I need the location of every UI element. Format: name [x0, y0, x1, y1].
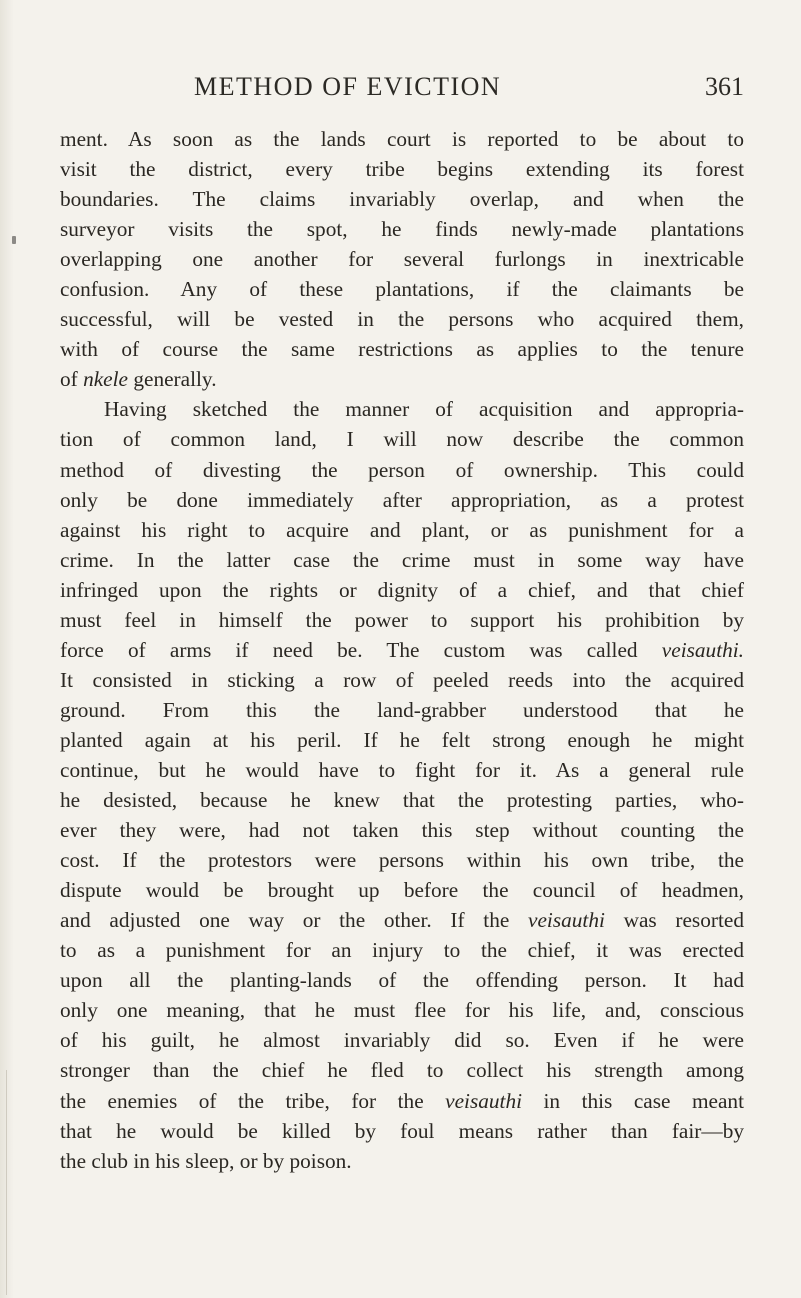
text-line-28: to as a punishment for an injury to the chief, it was erected [60, 938, 744, 963]
text-fragment: in this case meant [543, 1088, 744, 1113]
text-line-9 [60, 364, 744, 394]
text-line-17: must feel in himself the power to support his prohibition by [60, 607, 744, 632]
text-fragment: of [60, 367, 78, 392]
italic-term: veisauthi [528, 908, 605, 933]
text-line-26: dispute would be brought up before the council of headmen, [60, 878, 744, 903]
text-line-14: against his right to acquire and plant, or as punishment for a [60, 517, 744, 542]
running-head [60, 72, 744, 112]
text-line-23: he desisted, because he knew that the protesting parties, who- [60, 788, 744, 813]
text-line-15: crime. In the latter case the crime must in some way have [60, 547, 744, 572]
text-line-19: It consisted in sticking a row of peeled reeds into the acquired [60, 667, 744, 692]
text-line-29: upon all the planting-lands of the offending person. It had [60, 968, 744, 993]
text-line-34: that he would be killed by foul means rather than fair—by [60, 1118, 744, 1143]
text-line-24: ever they were, had not taken this step without counting the [60, 818, 744, 843]
text-line-16: infringed upon the rights or dignity of a chief, and that chief [60, 577, 744, 602]
text-line-4: surveyor visits the spot, he finds newly-made plantations [60, 217, 744, 242]
page-edge-line [6, 1070, 7, 1295]
italic-term: veisauthi. [661, 637, 745, 662]
italic-term: veisauthi [445, 1088, 523, 1113]
text-line-6: confusion. Any of these plantations, if the claimants be [60, 277, 744, 302]
text-line-5: overlapping one another for several furlongs in inextricable [60, 247, 744, 272]
italic-term: nkele [83, 367, 129, 392]
text-line-35: the club in his sleep, or by poison. [60, 1148, 352, 1173]
text-line-21: planted again at his peril. If he felt strong enough he might [60, 727, 744, 752]
page-number: 361 [705, 72, 744, 101]
text-line-7: successful, will be vested in the persons who acquired them, [60, 307, 744, 332]
text-line-32: stronger than the chief he fled to collect his strength among [60, 1058, 744, 1083]
text-line-27 [60, 905, 744, 935]
running-title: METHOD OF EVICTION [194, 72, 502, 101]
text-line-30: only one meaning, that he must flee for his life, and, conscious [60, 998, 744, 1023]
text-line-12: method of divesting the person of ownership. This could [60, 457, 744, 482]
margin-mark [12, 236, 16, 244]
text-fragment: generally. [133, 367, 217, 392]
text-fragment: the enemies of the tribe, for the [60, 1088, 424, 1113]
text-line-20: ground. From this the land-grabber understood that he [60, 697, 744, 722]
text-line-22: continue, but he would have to fight for it. As a general rule [60, 757, 744, 782]
text-line-31: of his guilt, he almost invariably did so. Even if he were [60, 1028, 744, 1053]
text-fragment: and adjusted one way or the other. If the [60, 908, 510, 933]
text-line-18 [60, 635, 744, 665]
text-fragment: was resorted [623, 908, 744, 933]
text-fragment: force of arms if need be. The custom was called [60, 637, 638, 662]
text-line-8: with of course the same restrictions as applies to the tenure [60, 337, 744, 362]
text-line-2: visit the district, every tribe begins extending its forest [60, 157, 744, 182]
text-line-1: ment. As soon as the lands court is reported to be about to [60, 127, 744, 151]
page-gutter-shadow [0, 0, 14, 1298]
paragraph-start-line: Having sketched the manner of acquisition and appropria- [104, 397, 744, 422]
text-line-13: only be done immediately after appropriation, as a protest [60, 487, 744, 512]
body-text [60, 124, 744, 1176]
text-line-33 [60, 1086, 744, 1116]
text-line-25: cost. If the protestors were persons within his own tribe, the [60, 848, 744, 873]
text-line-11: tion of common land, I will now describe the common [60, 427, 744, 452]
text-line-3: boundaries. The claims invariably overlap, and when the [60, 187, 744, 212]
